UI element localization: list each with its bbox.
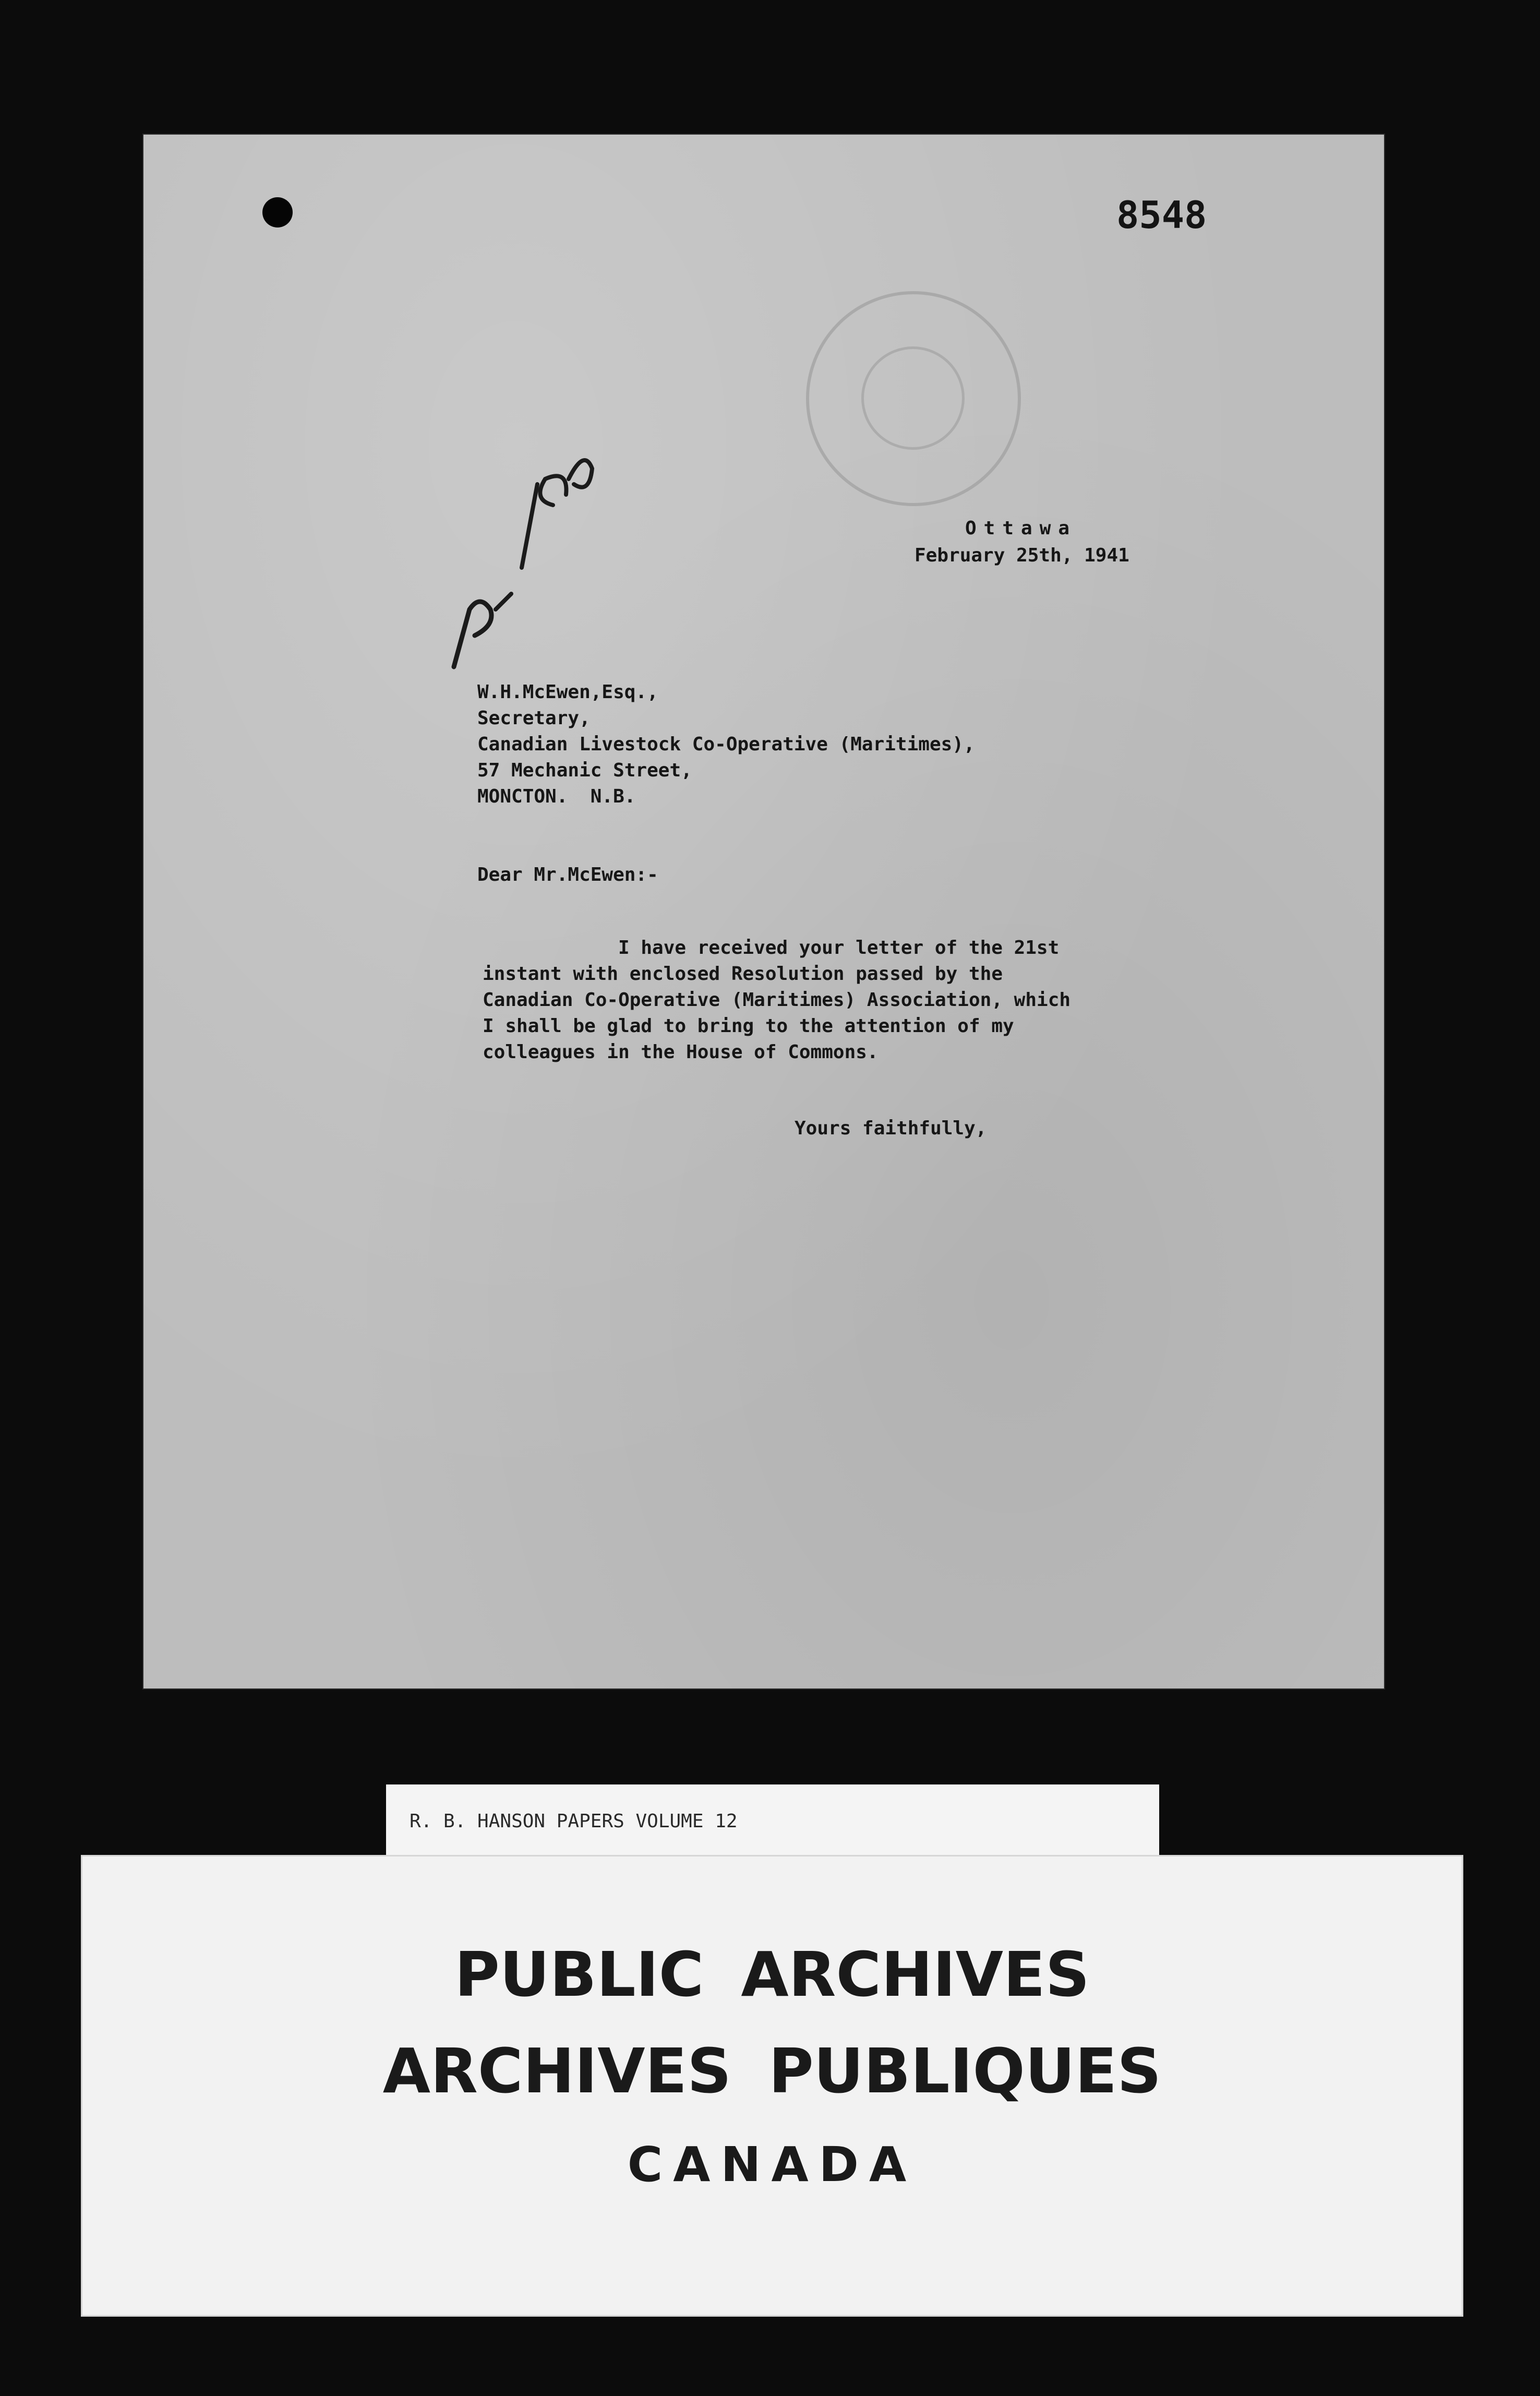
archive-title-english: PUBLIC ARCHIVES [454,1938,1090,2010]
body-line: instant with enclosed Resolution passed by the [483,963,1003,985]
letter-date: February 25th, 1941 [915,545,1129,566]
letter-page [143,135,1384,1688]
letter-place: Ottawa [965,518,1077,539]
address-line-street: 57 Mechanic Street, [477,760,692,781]
body-line: colleagues in the House of Commons. [483,1041,879,1063]
archive-title-french: ARCHIVES PUBLIQUES [382,2035,1162,2107]
address-line-city: MONCTON. N.B. [477,786,636,807]
archive-card [81,1855,1463,2317]
address-line-name: W.H.McEwen,Esq., [477,681,658,703]
body-line: I have received your letter of the 21st [618,937,1060,959]
volume-label [386,1784,1159,1858]
salutation: Dear Mr.McEwen:- [477,864,658,885]
handwritten-annotation [433,437,600,677]
volume-label-text: R. B. HANSON PAPERS VOLUME 12 [410,1811,738,1832]
document-number: 8548 [1116,193,1207,237]
made-in-canada-watermark-stamp [806,291,1021,506]
body-line: Canadian Co-Operative (Maritimes) Association, which [483,989,1071,1011]
punch-hole [262,197,293,227]
address-line-organization: Canadian Livestock Co-Operative (Maritimes), [477,734,975,755]
closing: Yours faithfully, [795,1118,987,1139]
address-line-title: Secretary, [477,708,591,729]
archive-country: CANADA [627,2137,917,2193]
body-line: I shall be glad to bring to the attention of my [483,1015,1014,1037]
